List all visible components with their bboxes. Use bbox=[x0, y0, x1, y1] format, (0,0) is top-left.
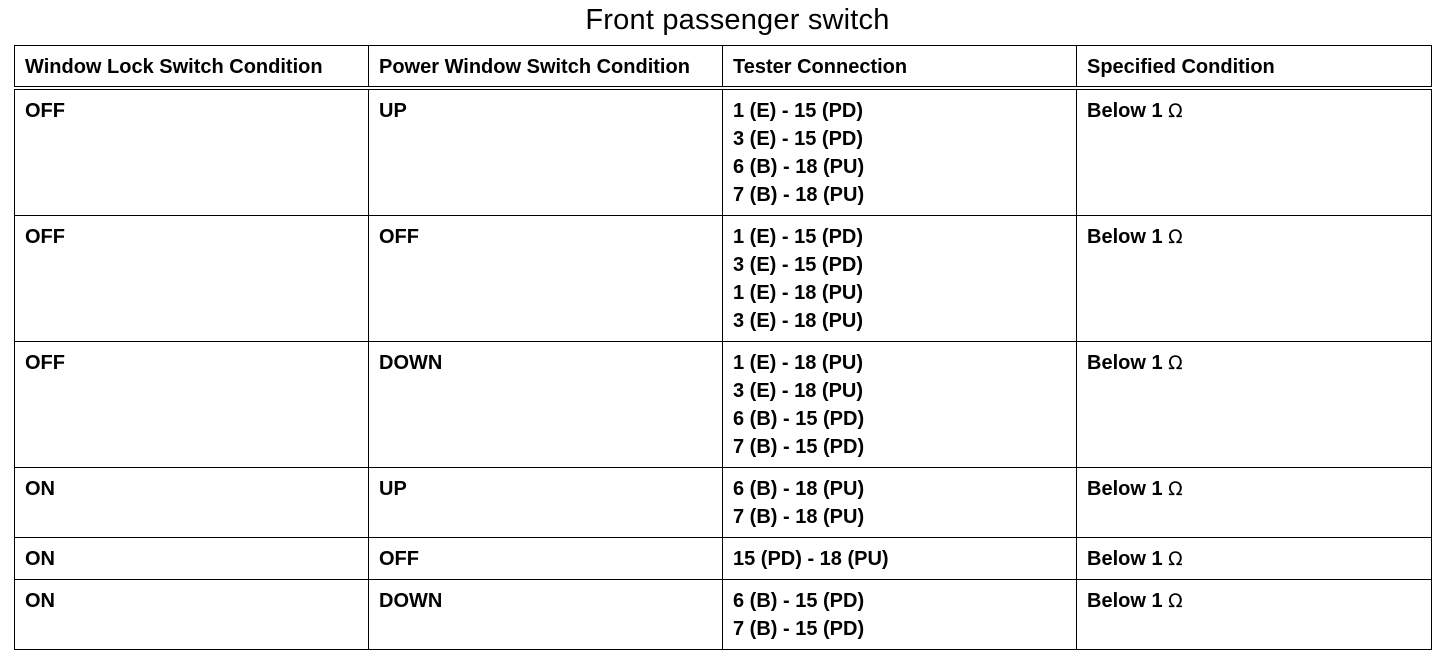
tester-connection-line: 3 (E) - 18 (PU) bbox=[733, 380, 864, 402]
cell-power-window-condition: DOWN bbox=[369, 580, 723, 650]
tester-connection-line: 3 (E) - 15 (PD) bbox=[733, 254, 864, 276]
cell-window-lock-condition: ON bbox=[15, 580, 369, 650]
page-title: Front passenger switch bbox=[585, 4, 890, 36]
tester-connection-line: 3 (E) - 15 (PD) bbox=[733, 128, 864, 150]
cell-power-window-condition: UP bbox=[369, 468, 723, 538]
cell-specified-condition bbox=[1077, 538, 1432, 580]
cell-window-lock-condition: ON bbox=[15, 538, 369, 580]
specified-condition-text: Below 1 bbox=[1087, 478, 1163, 500]
cell-tester-connection bbox=[723, 216, 1077, 342]
header-tester-connection: Tester Connection bbox=[723, 46, 1077, 89]
table-row bbox=[15, 216, 1432, 342]
table-row bbox=[15, 580, 1432, 650]
ohm-unit: Ω bbox=[1168, 590, 1183, 612]
header-window-lock-switch-condition: Window Lock Switch Condition bbox=[15, 46, 369, 89]
tester-connection-line: 6 (B) - 18 (PU) bbox=[733, 478, 865, 500]
cell-specified-condition bbox=[1077, 468, 1432, 538]
ohm-unit: Ω bbox=[1168, 100, 1183, 122]
cell-window-lock-condition: ON bbox=[15, 468, 369, 538]
tester-connection-line: 7 (B) - 15 (PD) bbox=[733, 618, 865, 640]
cell-power-window-condition: UP bbox=[369, 88, 723, 216]
cell-power-window-condition: DOWN bbox=[369, 342, 723, 468]
cell-specified-condition bbox=[1077, 580, 1432, 650]
tester-connection-line: 1 (E) - 18 (PU) bbox=[733, 352, 864, 374]
specified-condition-text: Below 1 bbox=[1087, 548, 1163, 570]
cell-tester-connection bbox=[723, 538, 1077, 580]
cell-specified-condition bbox=[1077, 216, 1432, 342]
ohm-unit: Ω bbox=[1168, 548, 1183, 570]
cell-window-lock-condition: OFF bbox=[15, 88, 369, 216]
specified-condition-text: Below 1 bbox=[1087, 590, 1163, 612]
table-row bbox=[15, 342, 1432, 468]
tester-connection-line: 7 (B) - 18 (PU) bbox=[733, 184, 865, 206]
tester-connection-line: 1 (E) - 15 (PD) bbox=[733, 226, 864, 248]
tester-connection-line: 1 (E) - 18 (PU) bbox=[733, 282, 864, 304]
table-header-row bbox=[15, 46, 1432, 89]
cell-window-lock-condition: OFF bbox=[15, 342, 369, 468]
cell-specified-condition bbox=[1077, 342, 1432, 468]
table-row bbox=[15, 88, 1432, 216]
specified-condition-text: Below 1 bbox=[1087, 100, 1163, 122]
table-body bbox=[15, 88, 1432, 650]
tester-connection-line: 3 (E) - 18 (PU) bbox=[733, 310, 864, 332]
cell-power-window-condition: OFF bbox=[369, 216, 723, 342]
cell-tester-connection bbox=[723, 580, 1077, 650]
table-row bbox=[15, 538, 1432, 580]
cell-tester-connection bbox=[723, 468, 1077, 538]
ohm-unit: Ω bbox=[1168, 226, 1183, 248]
specified-condition-text: Below 1 bbox=[1087, 352, 1163, 374]
specified-condition-text: Below 1 bbox=[1087, 226, 1163, 248]
cell-tester-connection bbox=[723, 88, 1077, 216]
cell-tester-connection bbox=[723, 342, 1077, 468]
tester-connection-line: 7 (B) - 15 (PD) bbox=[733, 436, 865, 458]
tester-connection-line: 6 (B) - 15 (PD) bbox=[733, 590, 865, 612]
cell-specified-condition bbox=[1077, 88, 1432, 216]
tester-connection-line: 6 (B) - 18 (PU) bbox=[733, 156, 865, 178]
table-row bbox=[15, 468, 1432, 538]
cell-window-lock-condition: OFF bbox=[15, 216, 369, 342]
specification-table bbox=[14, 45, 1432, 650]
ohm-unit: Ω bbox=[1168, 478, 1183, 500]
tester-connection-line: 1 (E) - 15 (PD) bbox=[733, 100, 864, 122]
ohm-unit: Ω bbox=[1168, 352, 1183, 374]
tester-connection-line: 15 (PD) - 18 (PU) bbox=[733, 548, 889, 570]
header-power-window-switch-condition: Power Window Switch Condition bbox=[369, 46, 723, 89]
cell-power-window-condition: OFF bbox=[369, 538, 723, 580]
tester-connection-line: 6 (B) - 15 (PD) bbox=[733, 408, 865, 430]
tester-connection-line: 7 (B) - 18 (PU) bbox=[733, 506, 865, 528]
header-specified-condition: Specified Condition bbox=[1077, 46, 1432, 89]
